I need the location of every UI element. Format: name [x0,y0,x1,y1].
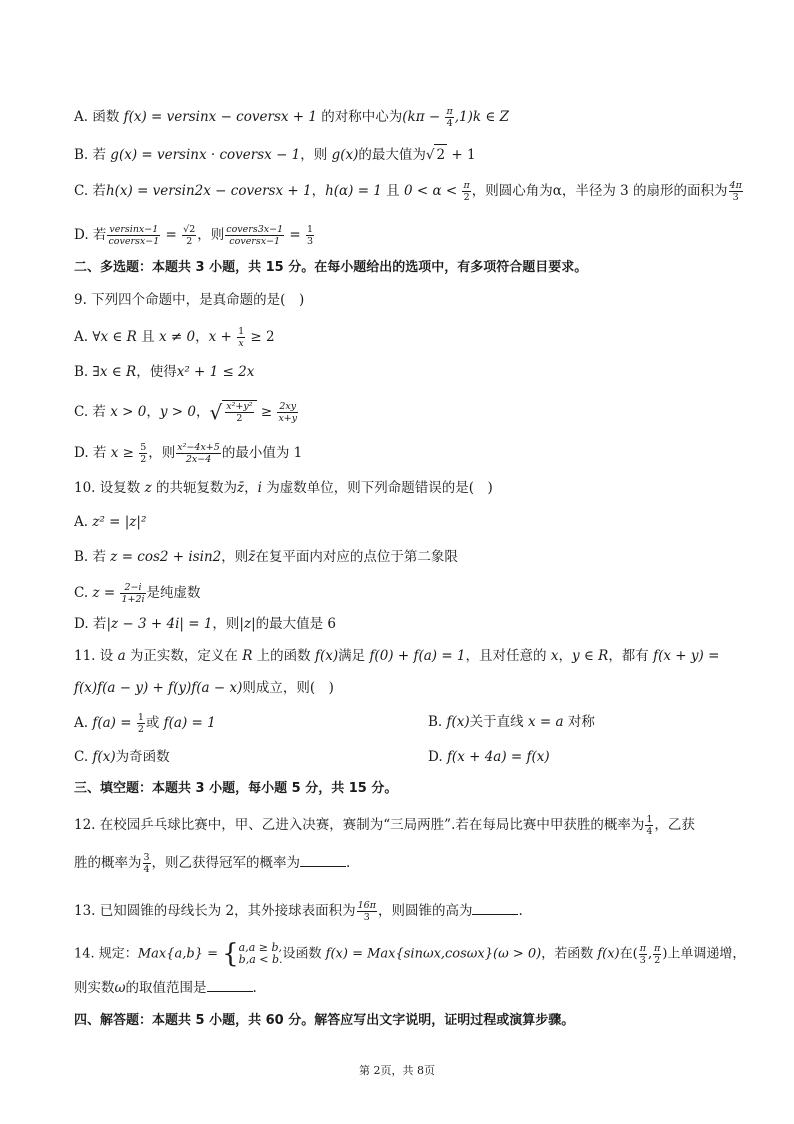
q10-d-abs: |z| [239,616,256,632]
q9-a-den: x [238,338,244,349]
q8-a-expression: f(x) = versinx − coversx + 1 [123,109,317,125]
q9-c-x: x > 0 [110,404,147,420]
q8-d-num2: √2 [183,224,196,235]
q9-c-num2: 2xy [279,401,297,412]
q13-num: 16π [357,900,376,911]
q14-comma: , [647,946,653,962]
q9-b-prefix: B. [74,364,93,380]
q11-a: a [117,648,126,664]
q9-a-and: 且 [136,329,159,345]
q14-answer-blank[interactable] [207,979,253,992]
q11-comma: ， [558,648,572,664]
q13-end: . [518,903,523,919]
q9-c-radical [222,400,256,424]
q8-c-expression: h(x) = versin2x − coversx + 1 [105,183,312,199]
q9-d-prefix: D. 若 [74,445,111,461]
q8-a-center: (kπ − [402,109,445,125]
q14-den2: 2 [654,954,661,966]
q10-stem-i: i [257,480,262,496]
q11-option-c [74,749,170,765]
q9-b-inequality: x² + 1 ≤ 2x [176,364,255,380]
sqrt-symbol: √ [209,400,223,425]
q8-a-fraction [445,106,453,129]
q14-den1: 3 [639,954,646,966]
q9-option-d [74,442,302,465]
page-footer: 第 2页，共 8页 [359,1064,435,1077]
q10-option-c [74,582,201,605]
q9-a-num: 1 [238,326,245,337]
q14-text-1: 14. 规定： [74,946,138,962]
q8-c-area-num: 4π [729,180,742,191]
q9-c-y: y > 0 [159,404,196,420]
q9-a-condition: x ≠ 0 [158,329,196,345]
q11-prefix: 11. 设 [74,648,118,664]
q14-brace: { [222,939,239,969]
q11-a-prefix: A. [74,715,93,731]
q11-c-tail: 为奇函数 [115,749,170,765]
q8-c-condition: h(α) = 1 [325,183,382,199]
q9-b-quantifier: ∃x ∈ R [92,364,137,380]
q11-x: x [550,648,559,664]
q11-options-row-2 [74,747,550,767]
q8-a-text: 的对称中心为 [316,109,403,125]
q10-option-a [74,512,146,532]
q10-a-prefix: A. [74,514,93,530]
q12-den2: 4 [143,864,150,875]
q10-d-tail: 的最大值是 6 [255,616,337,632]
q8-c-tail: ，则圆心角为α，半径为 3 的扇形的面积为 [471,183,728,199]
q11-a-fa: f(a) = [92,715,136,731]
q11-a-num: 1 [137,712,144,723]
q11-b-f: f(x) [446,714,470,730]
q11-options-row-1 [74,712,595,735]
q11-text-5: ，都有 [608,648,654,664]
q10-stem-z: z [144,480,152,496]
q12-num2: 3 [143,852,150,863]
section-heading-multi-choice: 二、多选题：本题共 3 小题，共 15 分。在每小题给出的选项中，有多项符合题目要求。 [74,260,588,275]
q8-d-prefix: D. 若 [74,227,107,243]
q11-condition: f(0) + f(a) = 1 [369,648,466,664]
q8-b-expression: g(x) = versinx · coversx − 1 [110,147,301,163]
q11-equation-start: f(x + y) = [653,648,720,664]
q14-text-7: 的取值范围是 [125,980,207,996]
q9-a-tail: ≥ 2 [246,329,275,345]
q11-b-tail: 对称 [563,714,595,730]
q14-line-1 [74,939,746,969]
q10-c-num: 2−i [120,582,145,594]
q8-d-den4: 3 [307,236,314,247]
q8-d-num4: 1 [307,224,314,235]
q8-a-numerator: π [446,106,453,117]
q11-text-3: 满足 [338,648,370,664]
q12-fraction-1 [645,814,653,837]
q8-c-fraction-area [729,180,743,203]
q14-omega: ω [114,980,126,996]
q9-stem: 9. 下列四个命题中，是真命题的是( ) [74,292,305,308]
q12-text-1: 12. 在校园乒乓球比赛中，甲、乙进入决赛，赛制为“三局两胜”.若在每局比赛中甲获胜的概率为 [74,817,645,833]
q9-d-tail: 的最小值为 1 [221,445,303,461]
q12-text-3: 胜的概率为 [74,855,142,871]
q11-stem-line-2 [74,678,334,698]
q11-c-prefix: C. [74,749,93,765]
q9-a-quantifier: ∀x ∈ R [92,329,137,345]
q10-b-zbar: z̄ [248,549,256,565]
q13-den: 3 [363,912,370,923]
q8-d-fraction-1 [107,224,160,247]
section-heading-fill-in: 三、填空题：本题共 3 小题，每小题 5 分，共 15 分。 [74,781,398,796]
q8-d-fraction-2 [182,224,196,247]
q8-b-text: ，则 [300,147,332,163]
q10-stem [74,478,493,498]
q11-R: R [242,648,253,664]
q12-den1: 4 [646,826,653,837]
q10-c-fraction [120,582,145,605]
q14-cases [239,942,283,966]
q9-option-a [74,326,275,349]
q14-text-5: )上单调递增， [662,946,746,962]
q8-option-a [74,106,509,129]
q14-f: f(x) [597,946,620,962]
q8-c-range: 0 < α < [403,183,462,199]
q11-b-mid: 关于直线 [469,714,528,730]
q8-c-pi: π [463,180,470,191]
q8-a-prefix: A. 函数 [74,109,124,125]
q14-text-2: 设函数 [282,946,326,962]
q14-max-def: Max{a,b} = [137,946,223,962]
q10-c-den: 1+2i [121,594,145,605]
q13-text-1: 13. 已知圆锥的母线长为 2，其外接球表面积为 [74,903,356,919]
q14-text-3: ，若函数 [541,946,598,962]
q9-c-comma2: ， [195,404,210,420]
q12-text-4: ，则乙获得冠军的概率为 [151,855,301,871]
q14-text-6: 则实数 [74,980,115,996]
q8-d-equals2: = [285,227,306,243]
q8-b-radicand: 2 [434,144,447,165]
q12-text-2: ，乙获 [654,817,695,833]
q9-d-den2: 2x−4 [185,454,212,465]
q9-a-comma: ， [195,329,209,345]
q14-case-2: b,a < b. [238,953,283,966]
q14-text-4: 在( [619,946,638,962]
q13 [74,900,523,923]
q8-d-num3: covers3x−1 [226,224,284,235]
q8-c-prefix: C. 若 [74,183,106,199]
q12-answer-blank[interactable] [300,854,346,867]
q8-c-comma: ， [311,183,326,199]
q10-d-prefix: D. 若 [74,616,107,632]
q10-stem-prefix: 10. 设复数 [74,480,145,496]
q9-c-fraction-1 [225,401,253,424]
q11-f: f(x) [314,648,339,664]
q9-d-den1: 2 [140,454,147,465]
q9-c-comma: ， [146,404,160,420]
q9-a-prefix: A. [74,329,93,345]
q11-option-b [428,712,595,732]
q12-end: . [346,855,351,871]
q10-stem-comma: ， [244,480,258,496]
q11-d-expression: f(x + 4a) = f(x) [446,749,550,765]
q11-text-6: 则成立，则( ) [242,680,334,696]
q11-a-fa2: f(a) = 1 [163,715,216,731]
q10-option-b [74,547,458,567]
q13-fraction [357,900,377,923]
q9-c-den1: 2 [236,413,243,424]
q9-d-num1: 5 [140,442,147,453]
q8-b-function: g(x) [331,147,359,163]
q8-c-fraction-pi [462,180,470,203]
q13-text-2: ，则圆锥的高为 [377,903,473,919]
q9-d-x: x ≥ [110,445,139,461]
q14-function: f(x) = Max{sinωx,cosωx}(ω > 0) [325,946,542,962]
q8-a-tail: ,1)k ∈ Z [454,109,510,125]
q12-line-2 [74,852,350,875]
q10-b-prefix: B. 若 [74,549,111,565]
q11-text-2: 上的函数 [252,648,315,664]
q14-end: . [252,980,257,996]
q10-c-prefix: C. [74,585,93,601]
q10-stem-tail: 为虚数单位，则下列命题错误的是( ) [261,480,493,496]
q11-option-a [74,712,216,735]
q9-b-text: ，使得 [136,364,177,380]
q9-a-x: x + [208,329,237,345]
q11-equation-rest: f(x)f(a − y) + f(y)f(a − x) [74,680,243,696]
q8-a-denominator: 4 [446,118,453,129]
q10-stem-zbar: z̄ [236,480,245,496]
q9-c-den2: x+y [278,413,298,424]
q11-b-line: x = a [527,714,564,730]
q10-b-expression: z = cos2 + isin2 [110,549,222,565]
q11-text-1: 为正实数，定义在 [125,648,243,664]
q8-b-tail: 的最大值为 [358,147,426,163]
q9-d-num2: x²−4x+5 [177,442,220,453]
q9-d-fraction-2 [176,442,221,465]
q9-c-prefix: C. 若 [74,404,111,420]
q9-a-fraction [237,326,245,349]
q10-b-tail: 在复平面内对应的点位于第二象限 [255,549,458,565]
q13-answer-blank[interactable] [472,902,518,915]
q9-d-then: ，则 [148,445,176,461]
q12-num1: 1 [646,814,653,825]
q12-fraction-2 [143,852,151,875]
q11-a-or: 或 [145,715,164,731]
q8-d-den1: coversx−1 [108,236,160,247]
q8-d-den2: 2 [186,236,193,247]
q14-case-1: a,a ≥ b, [238,941,283,954]
q9-c-num1: x²+y² [226,401,253,412]
q11-c-f: f(x) [92,749,116,765]
q8-option-c [74,180,744,203]
q8-d-equals: = [161,227,182,243]
q14-num2: π [654,942,661,954]
q11-option-d [428,747,550,767]
q9-option-b [74,362,254,382]
q8-option-b [74,144,476,165]
q14-line-2 [74,978,257,998]
q10-d-expression: |z − 3 + 4i| = 1 [106,616,213,632]
q14-num1: π [639,942,646,954]
q8-b-end: + 1 [447,147,476,163]
q14-fraction-2 [653,943,661,966]
q8-c-area-den: 3 [732,192,739,203]
q11-y: y ∈ R [571,648,609,664]
q14-fraction-1 [639,943,647,966]
q8-c-and: 且 [381,183,404,199]
sqrt-symbol: √ [425,147,435,163]
q8-d-then: ，则 [197,227,225,243]
q8-d-num1: versinx−1 [109,224,159,235]
q10-c-z: z = [92,585,120,601]
q11-stem-line-1 [74,646,719,666]
section-heading-solutions: 四、解答题：本题共 5 小题，共 60 分。解答应写出文字说明，证明过程或演算步骤。 [74,1013,575,1028]
q8-d-den3: coversx−1 [229,236,281,247]
q11-b-prefix: B. [428,714,447,730]
q10-c-tail: 是纯虚数 [146,585,201,601]
q11-a-fraction [137,712,145,735]
q9-c-ge: ≥ [256,404,277,420]
q8-c-two: 2 [463,192,470,203]
q11-text-4: ，且对任意的 [465,648,551,664]
q8-d-fraction-4 [306,224,314,247]
q9-c-fraction-2 [277,401,298,424]
q10-a-expression: z² = |z|² [92,514,147,530]
q9-option-c [74,400,299,424]
q11-d-prefix: D. [428,749,447,765]
q8-option-d [74,224,315,247]
q10-d-then: ，则 [212,616,240,632]
q11-a-den: 2 [137,724,144,735]
q8-d-fraction-3 [225,224,284,247]
q10-option-d [74,614,336,634]
q9-d-fraction-1 [139,442,147,465]
q8-b-prefix: B. 若 [74,147,111,163]
q10-b-then: ，则 [221,549,249,565]
q10-stem-mid: 的共轭复数为 [151,480,237,496]
q12-line-1 [74,814,695,837]
